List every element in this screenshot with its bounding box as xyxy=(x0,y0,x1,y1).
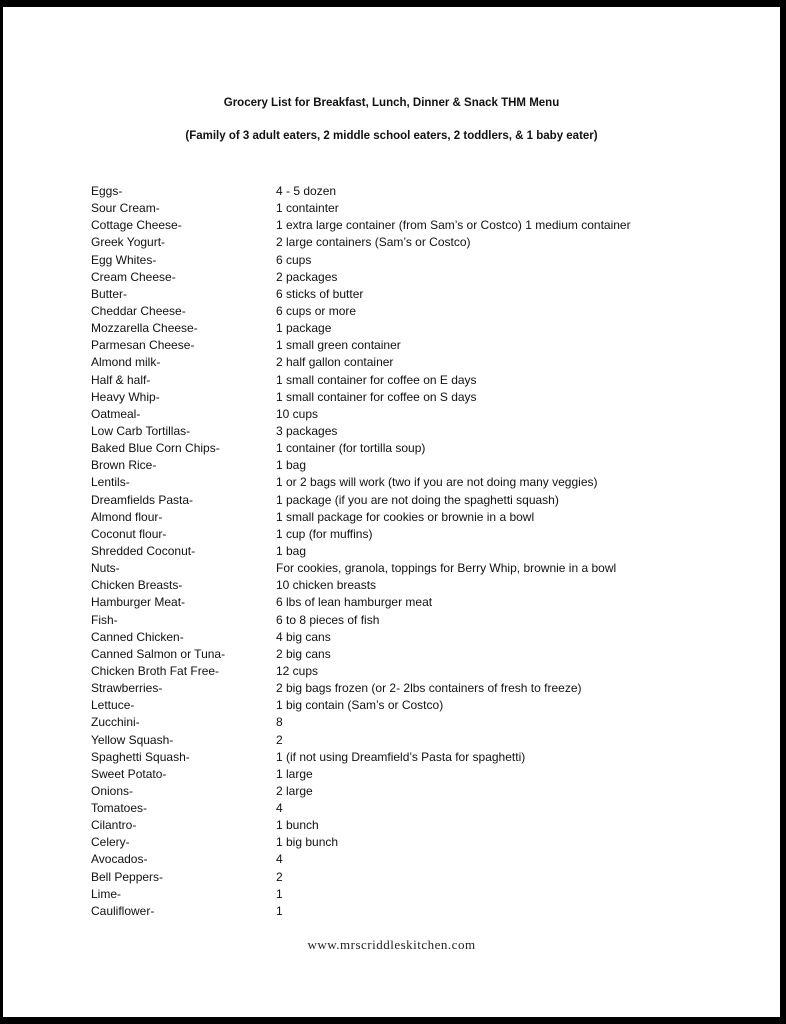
item-quantity: 2 half gallon container xyxy=(276,355,394,370)
item-name: Lime- xyxy=(91,886,122,901)
item-name: Lentils- xyxy=(91,475,130,490)
item-quantity: 1 containter xyxy=(276,201,339,216)
item-quantity: For cookies, granola, toppings for Berry Whip, brownie in a bowl xyxy=(276,561,617,576)
item-quantity: 4 xyxy=(276,852,283,867)
list-item xyxy=(91,732,631,749)
item-name: Mozzarella Cheese- xyxy=(91,321,198,336)
list-item xyxy=(91,903,631,920)
item-quantity: 1 big bunch xyxy=(276,835,339,850)
list-item xyxy=(91,526,631,543)
item-name: Hamburger Meat- xyxy=(91,595,186,610)
item-quantity: 1 big contain (Sam’s or Costco) xyxy=(276,698,444,713)
item-quantity: 2 large xyxy=(276,783,313,798)
list-item xyxy=(91,680,631,697)
grocery-list xyxy=(91,183,631,920)
list-item xyxy=(91,817,631,834)
list-item xyxy=(91,406,631,423)
list-item xyxy=(91,492,631,509)
item-quantity: 4 - 5 dozen xyxy=(276,184,337,198)
list-item xyxy=(91,286,631,303)
list-item xyxy=(91,217,631,234)
item-name: Dreamfields Pasta- xyxy=(91,492,194,507)
item-name: Oatmeal- xyxy=(91,406,141,421)
list-item xyxy=(91,766,631,783)
item-name: Onions- xyxy=(91,783,134,798)
item-name: Butter- xyxy=(91,286,128,301)
item-name: Chicken Broth Fat Free- xyxy=(91,663,220,678)
item-name: Half & half- xyxy=(91,372,151,387)
list-item xyxy=(91,663,631,680)
page-subtitle: (Family of 3 adult eaters, 2 middle school eaters, 2 toddlers, & 1 baby eater) xyxy=(185,130,598,142)
item-name: Yellow Squash- xyxy=(91,732,174,747)
item-quantity: 2 big bags frozen (or 2- 2lbs containers of fresh to freeze) xyxy=(276,681,582,696)
item-name: Heavy Whip- xyxy=(91,389,160,404)
item-quantity: 1 package xyxy=(276,321,332,336)
list-item xyxy=(91,543,631,560)
list-item xyxy=(91,303,631,320)
item-quantity: 2 xyxy=(276,869,283,884)
item-name: Cheddar Cheese- xyxy=(91,303,186,318)
item-quantity: 1 large xyxy=(276,766,313,781)
list-item xyxy=(91,200,631,217)
item-quantity: 2 xyxy=(276,732,283,747)
item-name: Brown Rice- xyxy=(91,458,157,473)
list-item xyxy=(91,423,631,440)
item-quantity: 1 small container for coffee on S days xyxy=(276,389,477,404)
item-quantity: 4 xyxy=(276,801,283,816)
item-name: Low Carb Tortillas- xyxy=(91,423,191,438)
item-name: Shredded Coconut- xyxy=(91,543,196,558)
item-quantity: 2 large containers (Sam’s or Costco) xyxy=(276,235,471,250)
item-quantity: 1 small package for cookies or brownie in a bowl xyxy=(276,509,535,524)
website-footer: www.mrscriddleskitchen.com xyxy=(307,937,476,952)
item-quantity: 1 bag xyxy=(276,458,307,473)
list-item xyxy=(91,749,631,766)
item-quantity: 1 xyxy=(276,903,283,918)
list-item xyxy=(91,337,631,354)
list-item xyxy=(91,389,631,406)
list-item xyxy=(91,269,631,286)
item-name: Greek Yogurt- xyxy=(91,235,166,250)
item-quantity: 1 container (for tortilla soup) xyxy=(276,441,426,456)
item-quantity: 1 extra large container (from Sam’s or Costco) 1 medium container xyxy=(276,218,631,233)
list-item xyxy=(91,440,631,457)
item-quantity: 1 bunch xyxy=(276,818,319,833)
item-quantity: 6 lbs of lean hamburger meat xyxy=(276,595,433,610)
item-name: Zucchini- xyxy=(91,715,140,730)
item-quantity: 1 xyxy=(276,886,283,901)
item-name: Eggs- xyxy=(91,184,123,198)
list-item xyxy=(91,234,631,251)
list-item xyxy=(91,372,631,389)
item-name: Canned Chicken- xyxy=(91,629,184,644)
list-item xyxy=(91,509,631,526)
item-name: Canned Salmon or Tuna- xyxy=(91,646,226,661)
item-quantity: 10 cups xyxy=(276,406,319,421)
item-name: Celery- xyxy=(91,835,130,850)
list-item xyxy=(91,594,631,611)
item-quantity: 6 to 8 pieces of fish xyxy=(276,612,380,627)
item-name: Almond flour- xyxy=(91,509,163,524)
item-name: Baked Blue Corn Chips- xyxy=(91,441,220,456)
item-name: Cauliflower- xyxy=(91,903,155,918)
item-name: Sour Cream- xyxy=(91,201,160,216)
list-item xyxy=(91,886,631,903)
list-item xyxy=(91,320,631,337)
item-name: Lettuce- xyxy=(91,698,135,713)
list-item xyxy=(91,183,631,200)
item-name: Cilantro- xyxy=(91,818,137,833)
list-item xyxy=(91,783,631,800)
item-quantity: 1 small container for coffee on E days xyxy=(276,372,477,387)
item-quantity: 6 sticks of butter xyxy=(276,286,364,301)
item-quantity: 2 big cans xyxy=(276,646,331,661)
item-quantity: 3 packages xyxy=(276,423,338,438)
list-item xyxy=(91,834,631,851)
item-quantity: 1 small green container xyxy=(276,338,401,353)
list-item xyxy=(91,612,631,629)
item-quantity: 1 package (if you are not doing the spaghetti squash) xyxy=(276,492,559,507)
document-page xyxy=(3,7,780,1017)
page-title: Grocery List for Breakfast, Lunch, Dinner & Snack THM Menu xyxy=(223,97,560,109)
item-quantity: 12 cups xyxy=(276,663,319,678)
item-name: Egg Whites- xyxy=(91,252,157,267)
item-name: Strawberries- xyxy=(91,681,163,696)
item-name: Chicken Breasts- xyxy=(91,578,183,593)
list-item xyxy=(91,474,631,491)
item-quantity: 1 bag xyxy=(276,543,307,558)
item-name: Spaghetti Squash- xyxy=(91,749,190,764)
list-item xyxy=(91,354,631,371)
list-item xyxy=(91,252,631,269)
list-item xyxy=(91,577,631,594)
item-quantity: 1 cup (for muffins) xyxy=(276,526,373,541)
item-quantity: 1 (if not using Dreamfield’s Pasta for spaghetti) xyxy=(276,749,526,764)
item-name: Nuts- xyxy=(91,561,120,576)
item-name: Cottage Cheese- xyxy=(91,218,182,233)
item-quantity: 6 cups or more xyxy=(276,303,357,318)
list-item xyxy=(91,646,631,663)
item-name: Parmesan Cheese- xyxy=(91,338,195,353)
list-item xyxy=(91,714,631,731)
item-quantity: 10 chicken breasts xyxy=(276,578,377,593)
item-name: Tomatoes- xyxy=(91,801,148,816)
item-name: Coconut flour- xyxy=(91,526,167,541)
list-item xyxy=(91,560,631,577)
item-name: Almond milk- xyxy=(91,355,161,370)
list-item xyxy=(91,697,631,714)
item-quantity: 6 cups xyxy=(276,252,312,267)
item-name: Bell Peppers- xyxy=(91,869,164,884)
item-quantity: 4 big cans xyxy=(276,629,331,644)
list-item xyxy=(91,851,631,868)
item-quantity: 1 or 2 bags will work (two if you are not doing many veggies) xyxy=(276,475,598,490)
item-name: Sweet Potato- xyxy=(91,766,167,781)
item-name: Avocados- xyxy=(91,852,148,867)
list-item xyxy=(91,457,631,474)
list-item xyxy=(91,629,631,646)
item-quantity: 8 xyxy=(276,715,283,730)
list-item xyxy=(91,800,631,817)
item-quantity: 2 packages xyxy=(276,269,338,284)
item-name: Fish- xyxy=(91,612,118,627)
item-name: Cream Cheese- xyxy=(91,269,176,284)
list-item xyxy=(91,869,631,886)
